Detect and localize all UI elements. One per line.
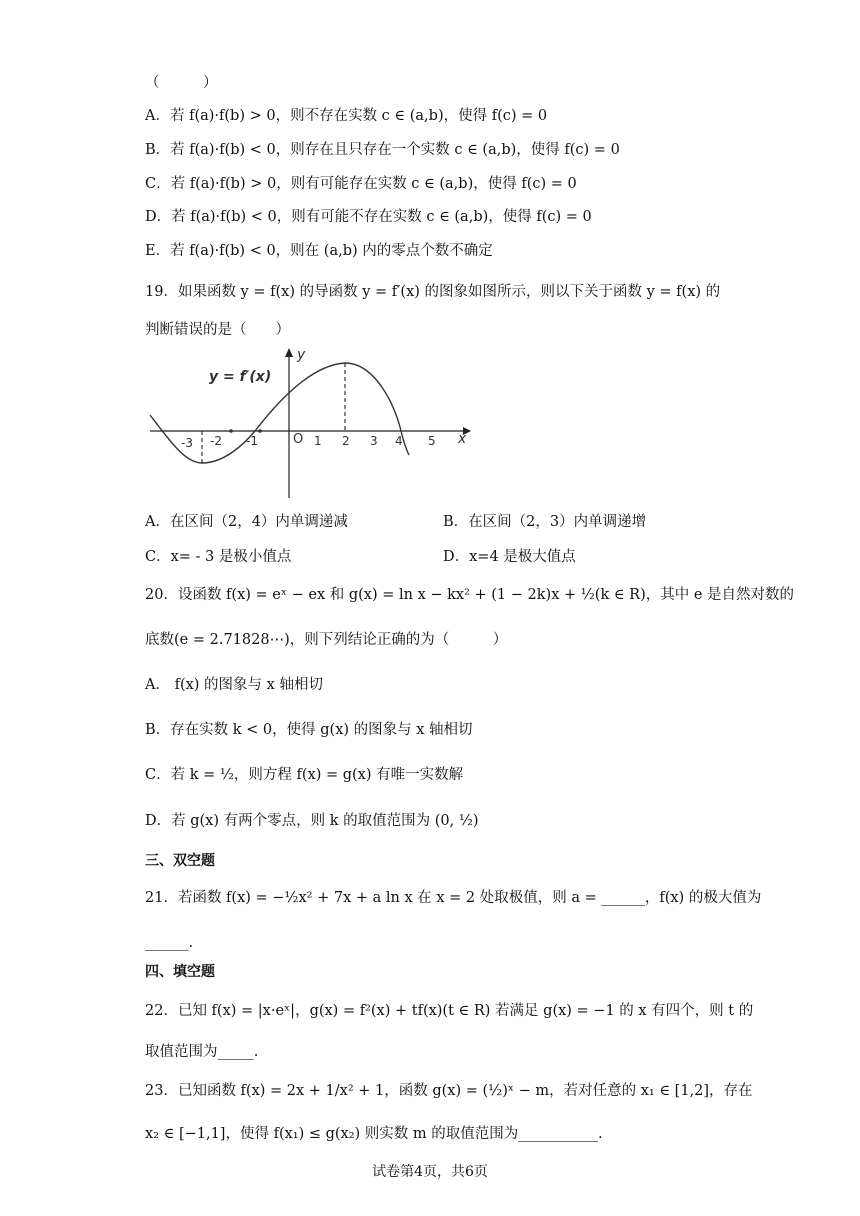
section-heading-3: 三、双空题	[145, 853, 215, 869]
tick-label: 4	[395, 434, 403, 448]
y-axis-arrow	[285, 348, 293, 357]
tick-label: -1	[246, 434, 258, 448]
tick-label: 2	[342, 434, 350, 448]
option-a-q18: A．若 f(a)·f(b) > 0，则不存在实数 c ∈ (a,b)，使得 f(c) = 0	[145, 108, 548, 124]
answer-bracket: （ ）	[145, 75, 218, 91]
origin-label: O	[293, 432, 304, 447]
question-20-stem: 20．设函数 f(x) = eˣ − ex 和 g(x) = ln x − kx² + (1 − 2k)x + ½(k ∈ R)，其中 e 是自然对数的	[145, 587, 795, 603]
tick-label: 5	[428, 434, 436, 448]
question-19-stem: 19．如果函数 y = f(x) 的导函数 y = f′(x) 的图象如图所示，则以下关于函数 y = f(x) 的	[145, 284, 721, 300]
question-21-stem: 21．若函数 f(x) = −½x² + 7x + a ln x 在 x = 2 处取极值，则 a = ______，f(x) 的极大值为	[145, 890, 762, 906]
option-d-q19: D．x=4 是极大值点	[443, 549, 576, 565]
tick-dot	[258, 429, 262, 433]
question-20-stem-cont: 底数(e = 2.71828⋯)，则下列结论正确的为（ ）	[145, 632, 508, 648]
question-21-stem-cont: ______.	[145, 935, 194, 951]
question-22-stem: 22．已知 f(x) = |x·eˣ|，g(x) = f²(x) + tf(x)(t ∈ R) 若满足 g(x) = −1 的 x 有四个，则 t 的	[145, 1003, 754, 1019]
question-22-stem-cont: 取值范围为_____.	[145, 1044, 259, 1060]
option-d-q20: D．若 g(x) 有两个零点，则 k 的取值范围为 (0, ½)	[145, 813, 479, 829]
y-axis-label: y	[297, 347, 306, 363]
option-c-q20: C．若 k = ½，则方程 f(x) = g(x) 有唯一实数解	[145, 767, 464, 783]
option-a-q20: A． f(x) 的图象与 x 轴相切	[145, 677, 323, 693]
option-b-q18: B．若 f(a)·f(b) < 0，则存在且只存在一个实数 c ∈ (a,b)，使得 f(c) = 0	[145, 142, 620, 158]
x-axis-label: x	[458, 431, 467, 447]
tick-label: 1	[314, 434, 322, 448]
option-e-q18: E．若 f(a)·f(b) < 0，则在 (a,b) 内的零点个数不确定	[145, 243, 493, 259]
option-c-q19: C．x= - 3 是极小值点	[145, 549, 292, 565]
question-23-stem: 23．已知函数 f(x) = 2x + 1/x² + 1，函数 g(x) = (½)ˣ − m，若对任意的 x₁ ∈ [1,2]，存在	[145, 1083, 753, 1099]
question-23-stem-cont: x₂ ∈ [−1,1]，使得 f(x₁) ≤ g(x₂) 则实数 m 的取值范围为___________.	[145, 1126, 603, 1142]
option-b-q20: B．存在实数 k < 0，使得 g(x) 的图象与 x 轴相切	[145, 722, 473, 738]
option-d-q18: D．若 f(a)·f(b) < 0，则有可能不存在实数 c ∈ (a,b)，使得 f(c) = 0	[145, 209, 592, 225]
question-19-stem-cont: 判断错误的是（ ）	[145, 322, 290, 338]
tick-label: -3	[181, 436, 193, 450]
page-footer: 试卷第4页，共6页	[372, 1164, 488, 1180]
tick-dot	[229, 429, 233, 433]
derivative-graph	[145, 343, 475, 503]
curve-label: y = f′(x)	[209, 369, 272, 385]
option-c-q18: C．若 f(a)·f(b) > 0，则有可能存在实数 c ∈ (a,b)，使得 f(c) = 0	[145, 176, 577, 192]
tick-label: -2	[210, 434, 222, 448]
section-heading-4: 四、填空题	[145, 964, 215, 980]
option-a-q19: A．在区间（2，4）内单调递减	[145, 514, 348, 530]
tick-label: 3	[370, 434, 378, 448]
option-b-q19: B．在区间（2，3）内单调递增	[443, 514, 647, 530]
